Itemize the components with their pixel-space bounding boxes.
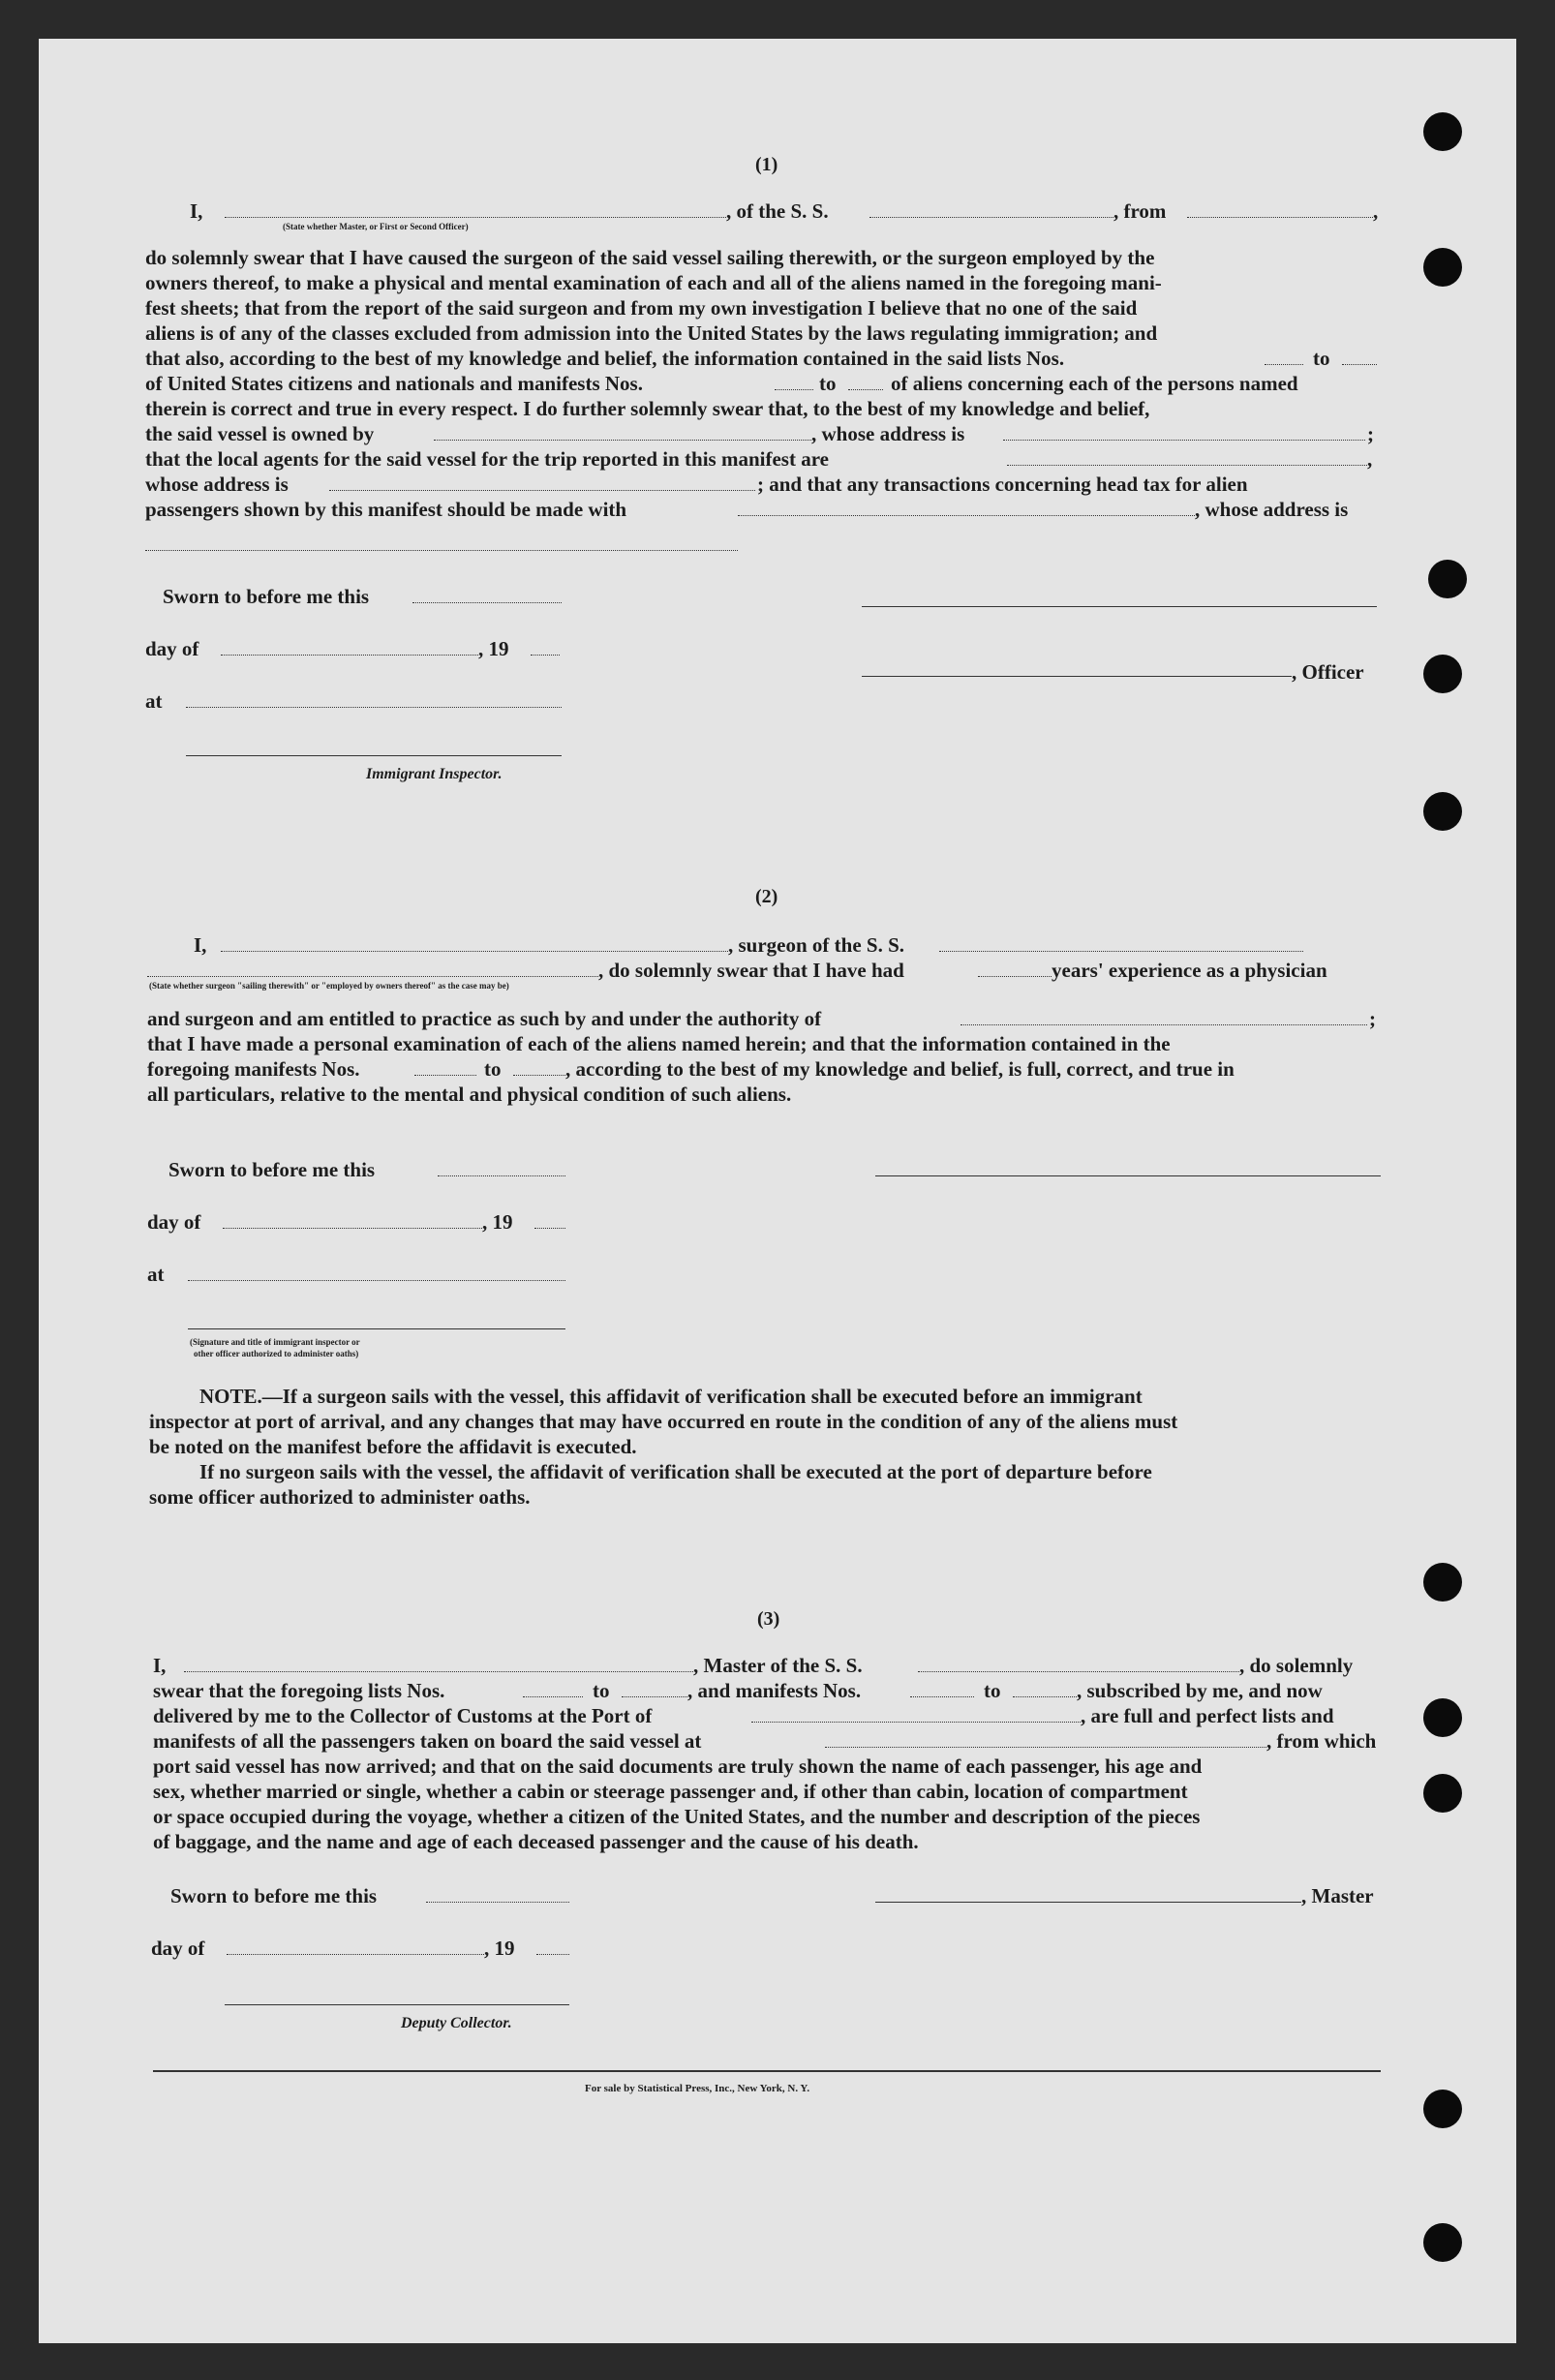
s2-note-3: be noted on the manifest before the affidavit is executed. xyxy=(149,1435,637,1458)
section-1-number: (1) xyxy=(755,154,778,175)
s3-master-label: , Master xyxy=(1301,1884,1374,1907)
s3-manifests-to-field[interactable] xyxy=(1013,1696,1077,1697)
s2-note-1: NOTE.—If a surgeon sails with the vessel, this affidavit of verification shall be executed before an immigrant xyxy=(199,1385,1143,1408)
binder-hole-7 xyxy=(1423,1698,1462,1737)
s2-years-field[interactable] xyxy=(978,976,1052,977)
s3-ship-field[interactable] xyxy=(918,1671,1239,1672)
s1-line-1: do solemnly swear that I have caused the surgeon of the said vessel sailing therewith, or the surgeon employed by the xyxy=(145,246,1155,269)
s2-l5-c: , according to the best of my knowledge and belief, is full, correct, and true in xyxy=(565,1057,1235,1081)
s1-l6-a: of United States citizens and nationals and manifests Nos. xyxy=(145,372,643,395)
s3-manifests-from-field[interactable] xyxy=(910,1696,974,1697)
s2-signature-line[interactable] xyxy=(875,1175,1381,1176)
s1-l9-b: , xyxy=(1367,447,1373,471)
s1-day-of: day of xyxy=(145,637,199,660)
s3-l2-d: to xyxy=(984,1679,1001,1702)
s3-l2-b: to xyxy=(593,1679,610,1702)
s2-l1-b: , surgeon of the S. S. xyxy=(728,933,905,957)
binder-hole-6 xyxy=(1423,1563,1462,1602)
s3-l1-a: I, xyxy=(153,1654,167,1677)
s1-line-4: aliens is of any of the classes excluded from admission into the United States by the laws regulating immigration; and xyxy=(145,321,1158,345)
s1-inspector-label: Immigrant Inspector. xyxy=(366,766,503,782)
s1-manifests-to-field[interactable] xyxy=(848,389,883,390)
s3-departure-port-field[interactable] xyxy=(825,1747,1266,1748)
s3-nineteen: , 19 xyxy=(484,1937,515,1960)
s1-owner-field[interactable] xyxy=(434,440,811,441)
s1-lists-to-field[interactable] xyxy=(1342,364,1377,365)
s3-l3-b: , are full and perfect lists and xyxy=(1081,1704,1334,1727)
s3-l2-c: , and manifests Nos. xyxy=(687,1679,862,1702)
s3-l2-a: swear that the foregoing lists Nos. xyxy=(153,1679,445,1702)
s2-l2-b: years' experience as a physician xyxy=(1052,959,1327,982)
footer-rule xyxy=(153,2070,1381,2072)
s1-officer-caption: (State whether Master, or First or Second Officer) xyxy=(283,222,469,231)
s3-sworn: Sworn to before me this xyxy=(170,1884,378,1907)
s2-at: at xyxy=(147,1263,165,1286)
s1-manifests-from-field[interactable] xyxy=(775,389,813,390)
s3-line-6: sex, whether married or single, whether a cabin or steerage passenger and, if other than cabin, location of compartment xyxy=(153,1780,1188,1803)
s3-line-7: or space occupied during the voyage, whether a citizen of the United States, and the number and description of the pieces xyxy=(153,1805,1201,1828)
s1-officer-label: , Officer xyxy=(1292,660,1364,684)
s1-sworn-field[interactable] xyxy=(412,602,562,603)
s2-surgeon-name-field[interactable] xyxy=(221,951,728,952)
s3-day-field[interactable] xyxy=(227,1954,484,1955)
s1-officer-line[interactable] xyxy=(862,676,1292,677)
s3-deputy-line[interactable] xyxy=(225,2004,569,2005)
s1-l8-c: ; xyxy=(1367,422,1374,445)
s2-sworn: Sworn to before me this xyxy=(168,1158,376,1181)
s1-owner-address-field[interactable] xyxy=(1003,440,1365,441)
s1-year-field[interactable] xyxy=(531,655,560,656)
s1-l1-d: , xyxy=(1373,199,1379,223)
s3-lists-to-field[interactable] xyxy=(622,1696,687,1697)
s1-l6-b: to xyxy=(819,372,837,395)
s3-master-sign-line[interactable] xyxy=(875,1902,1301,1903)
s1-nineteen: , 19 xyxy=(478,637,509,660)
s2-day-of: day of xyxy=(147,1210,201,1234)
s1-agents-address-field[interactable] xyxy=(329,490,755,491)
s2-line-4: that I have made a personal examination of each of the aliens named herein; and that the information contained in the xyxy=(147,1032,1171,1055)
s3-master-name-field[interactable] xyxy=(184,1671,693,1672)
s2-day-field[interactable] xyxy=(223,1228,482,1229)
s2-ship-field[interactable] xyxy=(939,951,1303,952)
s1-l11-a: passengers shown by this manifest should be made with xyxy=(145,498,627,521)
s2-authority-field[interactable] xyxy=(960,1024,1367,1025)
s3-line-8: of baggage, and the name and age of each deceased passenger and the cause of his death. xyxy=(153,1830,919,1853)
s2-l5-b: to xyxy=(484,1057,502,1081)
s1-l1-b: , of the S. S. xyxy=(726,199,829,223)
s1-from-field[interactable] xyxy=(1187,217,1373,218)
s2-l3-b: ; xyxy=(1369,1007,1376,1030)
binder-hole-5 xyxy=(1423,792,1462,831)
s3-l1-c: , do solemnly xyxy=(1239,1654,1354,1677)
binder-hole-8 xyxy=(1423,1774,1462,1813)
s1-sworn: Sworn to before me this xyxy=(163,585,370,608)
s2-note-5: some officer authorized to administer oaths. xyxy=(149,1485,531,1509)
s2-year-field[interactable] xyxy=(534,1228,565,1229)
s3-l2-e: , subscribed by me, and now xyxy=(1077,1679,1323,1702)
binder-hole-10 xyxy=(1423,2223,1462,2262)
s2-surgeon-caption: (State whether surgeon "sailing therewith" or "employed by owners thereof" as the case may be) xyxy=(149,981,509,991)
footer-text: For sale by Statistical Press, Inc., New York, N. Y. xyxy=(585,2083,810,2094)
s2-l1-a: I, xyxy=(194,933,207,957)
s3-port-field[interactable] xyxy=(751,1722,1081,1723)
binder-hole-3 xyxy=(1428,560,1467,598)
binder-hole-9 xyxy=(1423,2090,1462,2128)
s1-l9-a: that the local agents for the said vessel for the trip reported in this manifest are xyxy=(145,447,829,471)
s1-head-tax-field[interactable] xyxy=(738,515,1195,516)
s1-agents-field[interactable] xyxy=(1007,465,1367,466)
s1-inspector-line[interactable] xyxy=(186,755,562,756)
section-3-number: (3) xyxy=(757,1608,780,1630)
s1-l5-a: that also, according to the best of my knowledge and belief, the information contained in the said lists Nos. xyxy=(145,347,1065,370)
s2-manifests-from-field[interactable] xyxy=(414,1075,476,1076)
s1-at-field[interactable] xyxy=(186,707,562,708)
binder-hole-1 xyxy=(1423,112,1462,151)
binder-hole-4 xyxy=(1423,655,1462,693)
s3-year-field[interactable] xyxy=(536,1954,569,1955)
s2-surgeon-type-field[interactable] xyxy=(147,976,598,977)
s3-l1-b: , Master of the S. S. xyxy=(693,1654,863,1677)
s2-sig-caption-1: (Signature and title of immigrant inspector or xyxy=(190,1337,360,1347)
s1-line-2: owners thereof, to make a physical and mental examination of each and all of the aliens named in the foregoing mani- xyxy=(145,271,1162,294)
s1-line-3: fest sheets; that from the report of the said surgeon and from my own investigation I believe that no one of the said xyxy=(145,296,1138,320)
s2-line-6: all particulars, relative to the mental and physical condition of such aliens. xyxy=(147,1083,792,1106)
s2-nineteen: , 19 xyxy=(482,1210,513,1234)
s2-note-4: If no surgeon sails with the vessel, the affidavit of verification shall be executed at the port of departure before xyxy=(199,1460,1152,1483)
s2-manifests-to-field[interactable] xyxy=(513,1075,565,1076)
s1-day-field[interactable] xyxy=(221,655,478,656)
s1-head-tax-address-field[interactable] xyxy=(145,550,738,551)
s1-l10-a: whose address is xyxy=(145,473,289,496)
section-2-number: (2) xyxy=(755,886,778,907)
s1-l1-c: , from xyxy=(1113,199,1167,223)
s1-l8-b: , whose address is xyxy=(811,422,965,445)
binder-hole-2 xyxy=(1423,248,1462,287)
s3-lists-from-field[interactable] xyxy=(523,1696,583,1697)
s3-l3-a: delivered by me to the Collector of Customs at the Port of xyxy=(153,1704,653,1727)
s3-line-5: port said vessel has now arrived; and that on the said documents are truly shown the name of each passenger, his age and xyxy=(153,1754,1203,1778)
s3-deputy-label: Deputy Collector. xyxy=(401,2015,512,2031)
s2-at-field[interactable] xyxy=(188,1280,565,1281)
s1-l6-c: of aliens concerning each of the persons named xyxy=(891,372,1298,395)
s3-l4-b: , from which xyxy=(1266,1729,1377,1753)
s1-l1-a: I, xyxy=(190,199,203,223)
s1-l8-a: the said vessel is owned by xyxy=(145,422,375,445)
s2-l2-a: , do solemnly swear that I have had xyxy=(598,959,904,982)
s1-line-7: therein is correct and true in every respect. I do further solemnly swear that, to the best of my knowledge and belief, xyxy=(145,397,1150,420)
s1-signature-line[interactable] xyxy=(862,606,1377,607)
s2-note-2: inspector at port of arrival, and any changes that may have occurred en route in the condition of any of the aliens must xyxy=(149,1410,1178,1433)
s1-at: at xyxy=(145,689,163,713)
s1-l11-b: , whose address is xyxy=(1195,498,1349,521)
s2-sig-caption-2: other officer authorized to administer oaths) xyxy=(194,1349,359,1358)
s3-l4-a: manifests of all the passengers taken on board the said vessel at xyxy=(153,1729,702,1753)
s1-ship-field[interactable] xyxy=(869,217,1113,218)
s3-sworn-field[interactable] xyxy=(426,1902,569,1903)
s2-l3-a: and surgeon and am entitled to practice as such by and under the authority of xyxy=(147,1007,822,1030)
s1-l10-b: ; and that any transactions concerning head tax for alien xyxy=(757,473,1248,496)
s2-l5-a: foregoing manifests Nos. xyxy=(147,1057,360,1081)
s2-sworn-field[interactable] xyxy=(438,1175,565,1176)
s1-l5-b: to xyxy=(1313,347,1330,370)
s3-day-of: day of xyxy=(151,1937,205,1960)
s2-inspector-line[interactable] xyxy=(188,1328,565,1329)
s1-officer-field[interactable] xyxy=(225,217,726,218)
s1-lists-from-field[interactable] xyxy=(1265,364,1303,365)
